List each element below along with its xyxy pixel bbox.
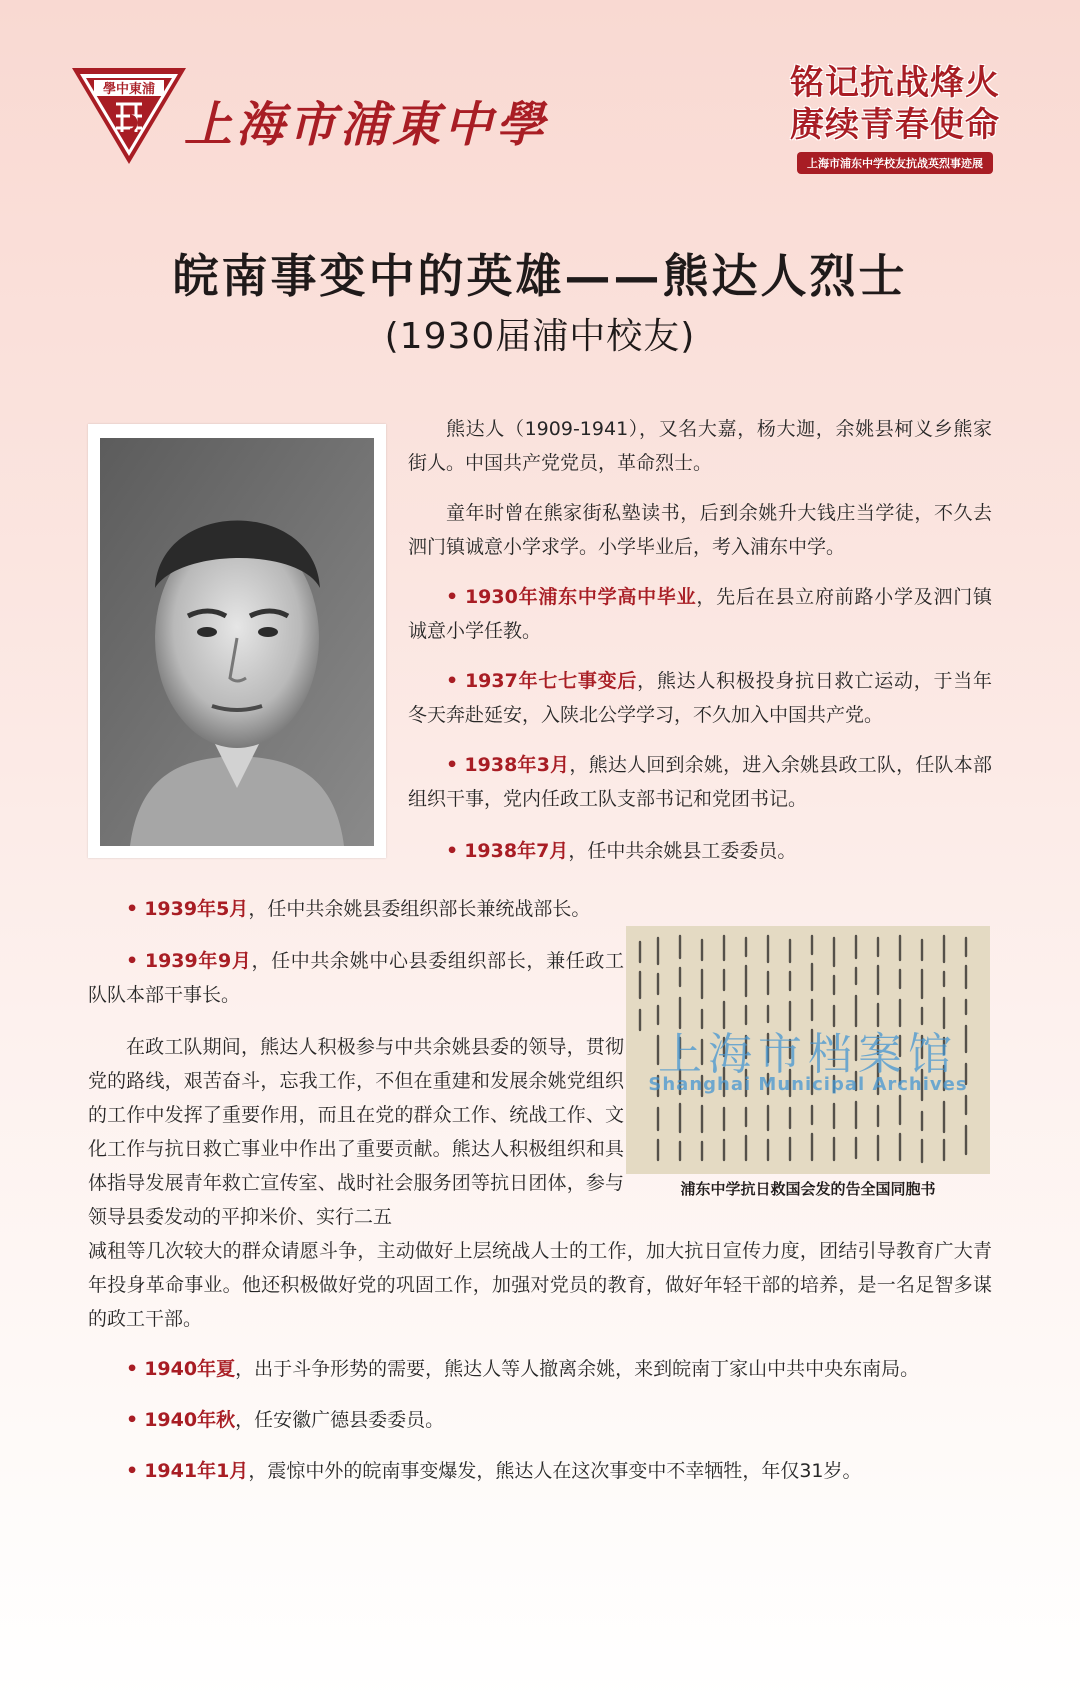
portrait-photo	[88, 424, 386, 858]
timeline-text: ，震惊中外的皖南事变爆发，熊达人在这次事变中不幸牺牲，年仅31岁。	[248, 1460, 862, 1482]
timeline-item	[88, 1403, 992, 1437]
slogan-line-1: 铭记抗战烽火	[790, 63, 1000, 103]
timeline-date: 1937年七七事变后	[464, 670, 638, 692]
bullet-icon: •	[126, 898, 139, 920]
timeline-date: 1939年5月	[144, 898, 249, 920]
political-work-paragraph: 在政工队期间，熊达人积极参与中共余姚县委的领导，贯彻党的路线，艰苦奋斗，忘我工作，不但在重建和发展余姚党组织的工作中发挥了重要作用，而且在党的群众工作、统战工作、文化工作与抗日救亡事业中作出了重要贡献。熊达人积极组织和具体指导发展青年救亡宣传室、战时社会服务团等抗日团体，参与领导县委发动的平抑米价、实行二五	[88, 1036, 624, 1228]
archive-watermark-cn: 上海市档案馆	[658, 1029, 958, 1080]
timeline-item	[408, 748, 992, 816]
childhood-paragraph: 童年时曾在熊家街私塾读书，后到余姚升大钱庄当学徒，不久去泗门镇诚意小学求学。小学毕业后，考入浦东中学。	[408, 502, 992, 558]
exhibition-slogan	[780, 62, 1010, 174]
timeline-text: ，先后在县立府前路小学及泗门镇诚意小学任教。	[408, 586, 992, 642]
timeline-date: 1938年7月	[464, 840, 569, 862]
bullet-icon: •	[126, 950, 139, 972]
intro-paragraph: 熊达人（1909-1941），又名大嘉，杨大迦，余姚县柯义乡熊家街人。中国共产党党员，革命烈士。	[408, 418, 992, 474]
portrait-image	[100, 438, 374, 846]
bullet-icon: •	[126, 1460, 139, 1482]
slogan-subtitle: 上海市浦东中学校友抗战英烈事迹展	[797, 152, 993, 174]
document-caption: 浦东中学抗日救国会发的告全国同胞书	[680, 1180, 936, 1198]
bullet-icon: •	[126, 1409, 139, 1431]
timeline-text: ，任中共余姚中心县委组织部长，兼任政工队队本部干事长。	[88, 950, 624, 1006]
archive-document-image	[626, 926, 990, 1174]
timeline-date: 1938年3月	[464, 754, 570, 776]
timeline-item	[88, 892, 624, 926]
logo-text: 學中東浦	[102, 82, 156, 97]
timeline-item	[408, 580, 992, 648]
page-title: 皖南事变中的英雄——熊达人烈士	[172, 249, 908, 303]
timeline-item	[408, 834, 992, 868]
archive-watermark-en: Shanghai Municipal Archives	[648, 1074, 968, 1095]
timeline-text: ，熊达人积极投身抗日救亡运动，于当年冬天奔赴延安，入陕北公学学习，不久加入中国共产党。	[408, 670, 992, 726]
slogan-line-2: 赓续青春使命	[790, 105, 1000, 145]
timeline-item	[408, 664, 992, 732]
school-logo	[70, 66, 188, 166]
timeline-date: 1939年9月	[144, 950, 252, 972]
timeline-text: ，任中共余姚县委组织部长兼统战部长。	[248, 898, 591, 920]
timeline-item	[88, 944, 624, 1012]
bullet-icon: •	[126, 1358, 139, 1380]
page-subtitle: (1930届浦中校友)	[384, 316, 696, 357]
timeline-item	[88, 1352, 992, 1386]
school-name: 上海市浦東中學	[184, 97, 549, 153]
timeline-text: ，任中共余姚县工委委员。	[568, 840, 797, 862]
bullet-icon: •	[446, 670, 459, 692]
timeline-date: 1941年1月	[144, 1460, 249, 1482]
timeline-item	[88, 1454, 992, 1488]
timeline-date: 1940年秋	[144, 1409, 236, 1431]
bullet-icon: •	[446, 754, 459, 776]
bullet-icon: •	[446, 840, 459, 862]
timeline-text: ，熊达人回到余姚，进入余姚县政工队，任队本部组织干事，党内任政工队支部书记和党团书记。	[408, 754, 992, 810]
timeline-text: ，任安徽广德县委委员。	[235, 1409, 445, 1431]
political-work-paragraph-continued: 减租等几次较大的群众请愿斗争，主动做好上层统战人士的工作，加大抗日宣传力度，团结引导教育广大青年投身革命事业。他还积极做好党的巩固工作，加强对党员的教育，做好年轻干部的培养，是一名足智多谋的政工干部。	[88, 1240, 992, 1330]
bullet-icon: •	[446, 586, 459, 608]
timeline-date: 1940年夏	[144, 1358, 236, 1380]
timeline-text: ，出于斗争形势的需要，熊达人等人撤离余姚，来到皖南丁家山中共中央东南局。	[235, 1358, 920, 1380]
timeline-date: 1930年浦东中学高中毕业	[464, 586, 697, 608]
